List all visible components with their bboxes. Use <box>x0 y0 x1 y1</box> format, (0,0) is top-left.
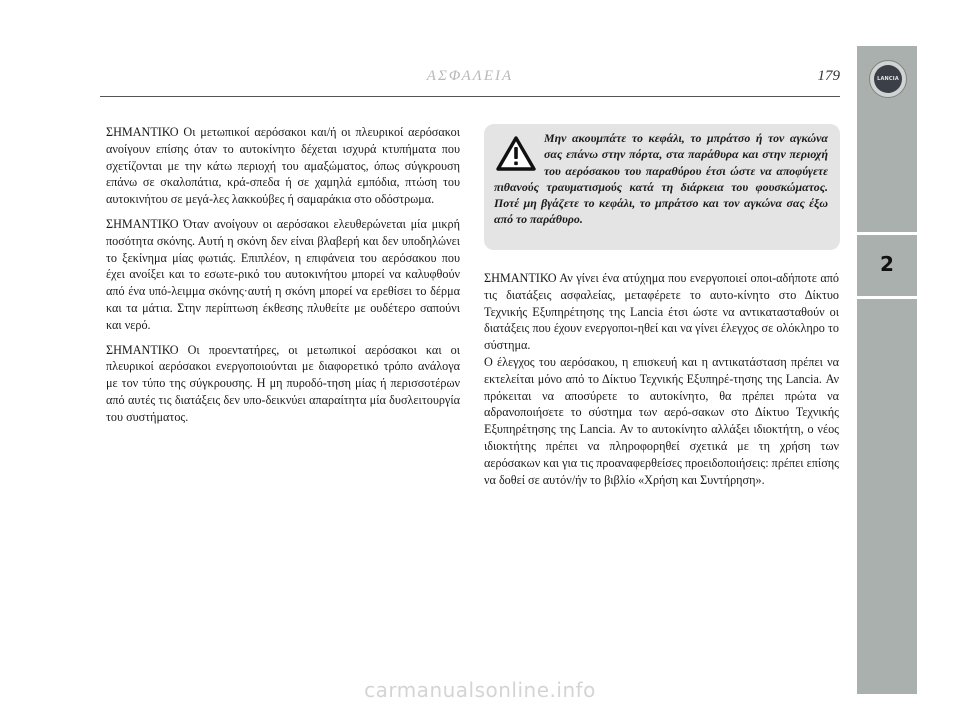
watermark: carmanualsonline.info <box>364 678 596 702</box>
warning-box <box>484 124 840 250</box>
warning-text <box>494 130 828 228</box>
chapter-side-tab <box>857 46 917 694</box>
paragraph-service-note: Ο έλεγχος του αερόσακου, η επισκευή και η αντικατάσταση πρέπει να εκτελείται μόνο από το Δίκτυο Τεχνικής Εξυπηρέ-τησης της Lancia. Αν πρόκειται να αποσύρετε το αυτοκίνητο, θα πρέπει πρώτα να αδρανοποιήσετε το σύστημα των αερό-σακων στο Δίκτυο Τεχνικής Εξυπηρέτησης της Lancia. Αν το αυτοκίνητο αλλάξει ιδιοκτήτη, ο νέος ιδιοκτήτης πρέπει να πληροφορηθεί σχετικά με τη χρήση των αερόσακων και για τις προαναφερθείσες προειδοποιήσεις: πρέπει επίσης να δοθεί σε αυτόν/ήν το βιβλίο «Χρήση και Συντήρηση». <box>484 354 839 487</box>
tab-divider-bottom <box>857 296 917 299</box>
chapter-number: 2 <box>880 252 894 276</box>
paragraph-dust-note: ΣΗΜΑΝΤΙΚΟ Όταν ανοίγουν οι αερόσακοι ελευθερώνεται μία μικρή ποσότητα σκόνης. Αυτή η σκόνη δεν είναι βλαβερή και δεν υποδηλώνει το ξεκίνημα μίας φωτιάς. Επιπλέον, η επιφάνεια του αερόσακου που έχει ανοίξει και το εσωτε-ρικό του αυτοκινήτου μπορεί να καλυφθούν από ένα υπό-λειμμα σκόνης·αυτή η σκόνη μπορεί να ερεθίσει το δέρμα και τα μάτια. Στην περίπτωση έκθεσης πλυθείτε με ουδέτερο σαπούνι και νερό. <box>106 216 460 332</box>
right-column <box>484 270 839 488</box>
paragraph-activation-note: ΣΗΜΑΝΤΙΚΟ Οι προεντατήρες, οι μετωπικοί αερόσακοι και οι πλευρικοί αερόσακοι ενεργοποιούνται με διαφορετικό τρόπο ανάλογα με τον τύπο της σύγκρουσης. Η μη πυροδό-τηση μίας ή περισσοτέρων από αυτές τις διατάξεις δεν υπο-δεικνύει απαραίτητα μία δυσλειτουργία του συστήματος. <box>106 342 460 424</box>
logo-lettering: LANCIA <box>874 65 902 93</box>
tab-divider-top <box>857 232 917 235</box>
warning-message: Μην ακουμπάτε το κεφάλι, το μπράτσο ή τον αγκώνα σας επάνω στην πόρτα, στα παράθυρα και στην περιοχή του αερόσακου του παραθύρου έτσι ώστε να αποφύγετε πιθανούς τραυματισμούς κατά τη διάρκεια του φουσκώματος. Ποτέ μη βγάζετε το κεφάλι, το μπράτσο και τον αγκώνα σας έξω από το παράθυρο. <box>494 131 828 227</box>
left-column <box>106 124 460 434</box>
page-header <box>100 68 840 97</box>
paragraph-accident-note: ΣΗΜΑΝΤΙΚΟ Αν γίνει ένα ατύχημα που ενεργοποιεί οποι-αδήποτε από τις διατάξεις ασφαλείας, μεταφέρετε το αυτο-κίνητο στο Δίκτυο Τεχνικής Εξυπηρέτησης της Lancia έτσι ώστε να αντικατασταθούν οι διατάξεις που έχουν ενεργοποι-ηθεί και να γίνει έλεγχος σε ολόκληρο το σύστημα. <box>484 271 839 353</box>
paragraph-impact-note: ΣΗΜΑΝΤΙΚΟ Οι μετωπικοί αερόσακοι και/ή οι πλευρικοί αερόσακοι ανοίγουν επίσης όταν το αυτοκίνητο δέχεται ισχυρά κτυπήματα που σχετίζονται με την κάτω περιοχή του αμαξώματος, όπως σύγκρουση επάνω σε σκαλοπάτια, κρά-σπεδα ή σε χαμηλά εμπόδια, πτώση του αυτοκινήτου σε μεγά-λες λακκούβες ή σαμαράκια στο οδόστρωμα. <box>106 125 460 207</box>
section-title: ΑΣΦΑΛΕΙΑ <box>426 68 514 84</box>
lancia-logo-icon <box>869 60 907 98</box>
page-number: 179 <box>817 68 840 84</box>
